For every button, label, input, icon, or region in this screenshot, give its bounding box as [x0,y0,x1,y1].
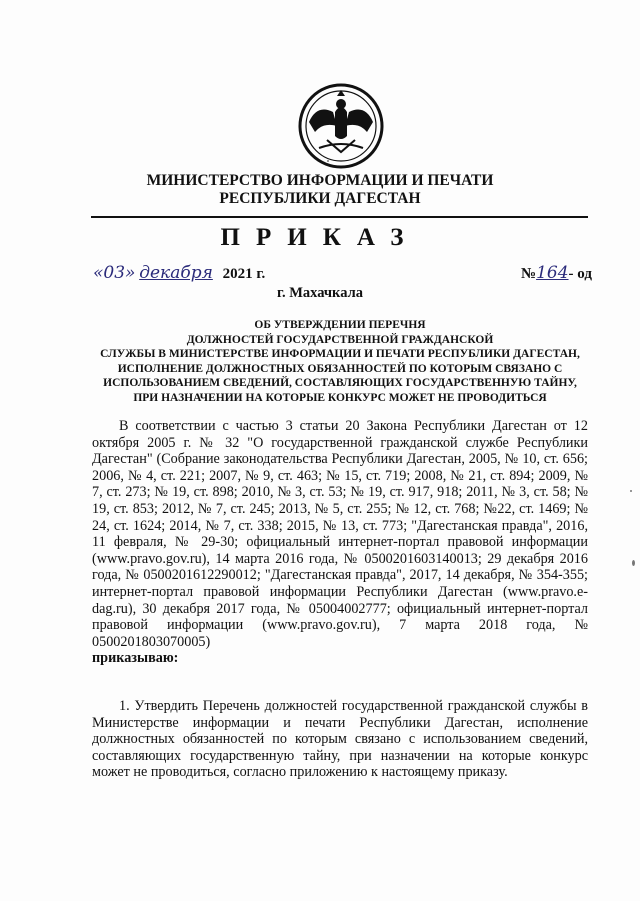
preamble-text: В соответствии с частью 3 статьи 20 Закона Республики Дагестан от 12 октября 2005 г. № 32 "О государственной гражданской службе Республики Дагестан" (Собрание законодательства Республики Дагестан, 2005, № 10, ст. 656; 2006, № 4, ст. 221; 2007, № 9, ст. 463; № 15, ст. 719; 2008, № 21, ст. 894; 2009, № 7, ст. 273; № 19, ст. 898; 2010, № 3, ст. 53; № 19, ст. 917, 918; 2011, № 3, ст. 58; № 19, ст. 853; 2012, № 7, ст. 245; 2013, № 5, ст. 255; № 12, ст. 768; №22, ст. 1469; № 24, ст. 1624; 2014, № 7, ст. 338; 2015, № 13, ст. 773; "Дагестанская правда", 2016, 11 февраля, № 29-30; официальный интернет-портал правовой информации (www.pravo.gov.ru), 14 марта 2016 года, № 0500201603140013; 29 декабря 2016 года, № 0500201612290012; "Дагестанская правда", 2017, 14 декабря, № 354-355; интернет-портал правовой информации Республики Дагестан (www.pravo.e-dag.ru), 30 декабря 2017 года, № 05004002777; официальный интернет-портал правовой информации (www.pravo.gov.ru), 7 марта 2018 года, № 0500201803070005) [92,418,588,650]
title-line: ИСПОЛЬЗОВАНИЕМ СВЕДЕНИЙ, СОСТАВЛЯЮЩИХ ГОСУДАРСТВЕННУЮ ТАЙНУ, [103,377,577,390]
speck [327,160,329,162]
ministry-name-line1: МИНИСТЕРСТВО ИНФОРМАЦИИ И ПЕЧАТИ [146,172,494,189]
date-year: 2021 г. [222,266,266,282]
order-date [93,263,265,283]
dagestan-coat-of-arms-icon [297,82,385,170]
order-number-prefix: № [521,266,537,282]
speck [630,490,632,492]
date-day: 03 [103,263,126,283]
header-divider [91,216,588,218]
order-number-value: 164 [536,263,569,283]
title-line: ИСПОЛНЕНИЕ ДОЛЖНОСТНЫХ ОБЯЗАННОСТЕЙ ПО КОТОРЫМ СВЯЗАНО С [117,362,563,375]
ministry-name-line2: РЕСПУБЛИКИ ДАГЕСТАН [219,190,421,207]
date-month: декабря [139,263,213,283]
speck [632,560,635,566]
title-line: ПРИ НАЗНАЧЕНИИ НА КОТОРЫЕ КОНКУРС МОЖЕТ НЕ ПРОВОДИТЬСЯ [133,391,547,404]
decree-word: приказываю: [92,650,179,667]
order-number [521,263,592,283]
date-close-quote: » [125,263,136,283]
title-line: ДОЛЖНОСТЕЙ ГОСУДАРСТВЕННОЙ ГРАЖДАНСКОЙ [186,333,494,346]
title-line: ОБ УТВЕРЖДЕНИИ ПЕРЕЧНЯ [254,319,426,331]
order-heading: ПРИКАЗ [220,224,420,251]
order-title [90,318,590,406]
title-line: СЛУЖБЫ В МИНИСТЕРСТВЕ ИНФОРМАЦИИ И ПЕЧАТИ РЕСПУБЛИКИ ДАГЕСТАН, [100,348,580,361]
order-number-suffix: - од [568,266,592,282]
clause-1-paragraph: 1. Утвердить Перечень должностей государственной гражданской службы в Министерстве информации и печати Республики Дагестан, исполнение должностных обязанностей по которым связано с использованием сведений, составляющих государственную тайну, при назначении на которые конкурс может не проводиться, согласно приложению к настоящему приказу. [92,698,588,781]
city-name: г. Махачкала [277,285,363,301]
date-open-quote: « [93,263,104,283]
preamble-paragraph [92,418,588,667]
